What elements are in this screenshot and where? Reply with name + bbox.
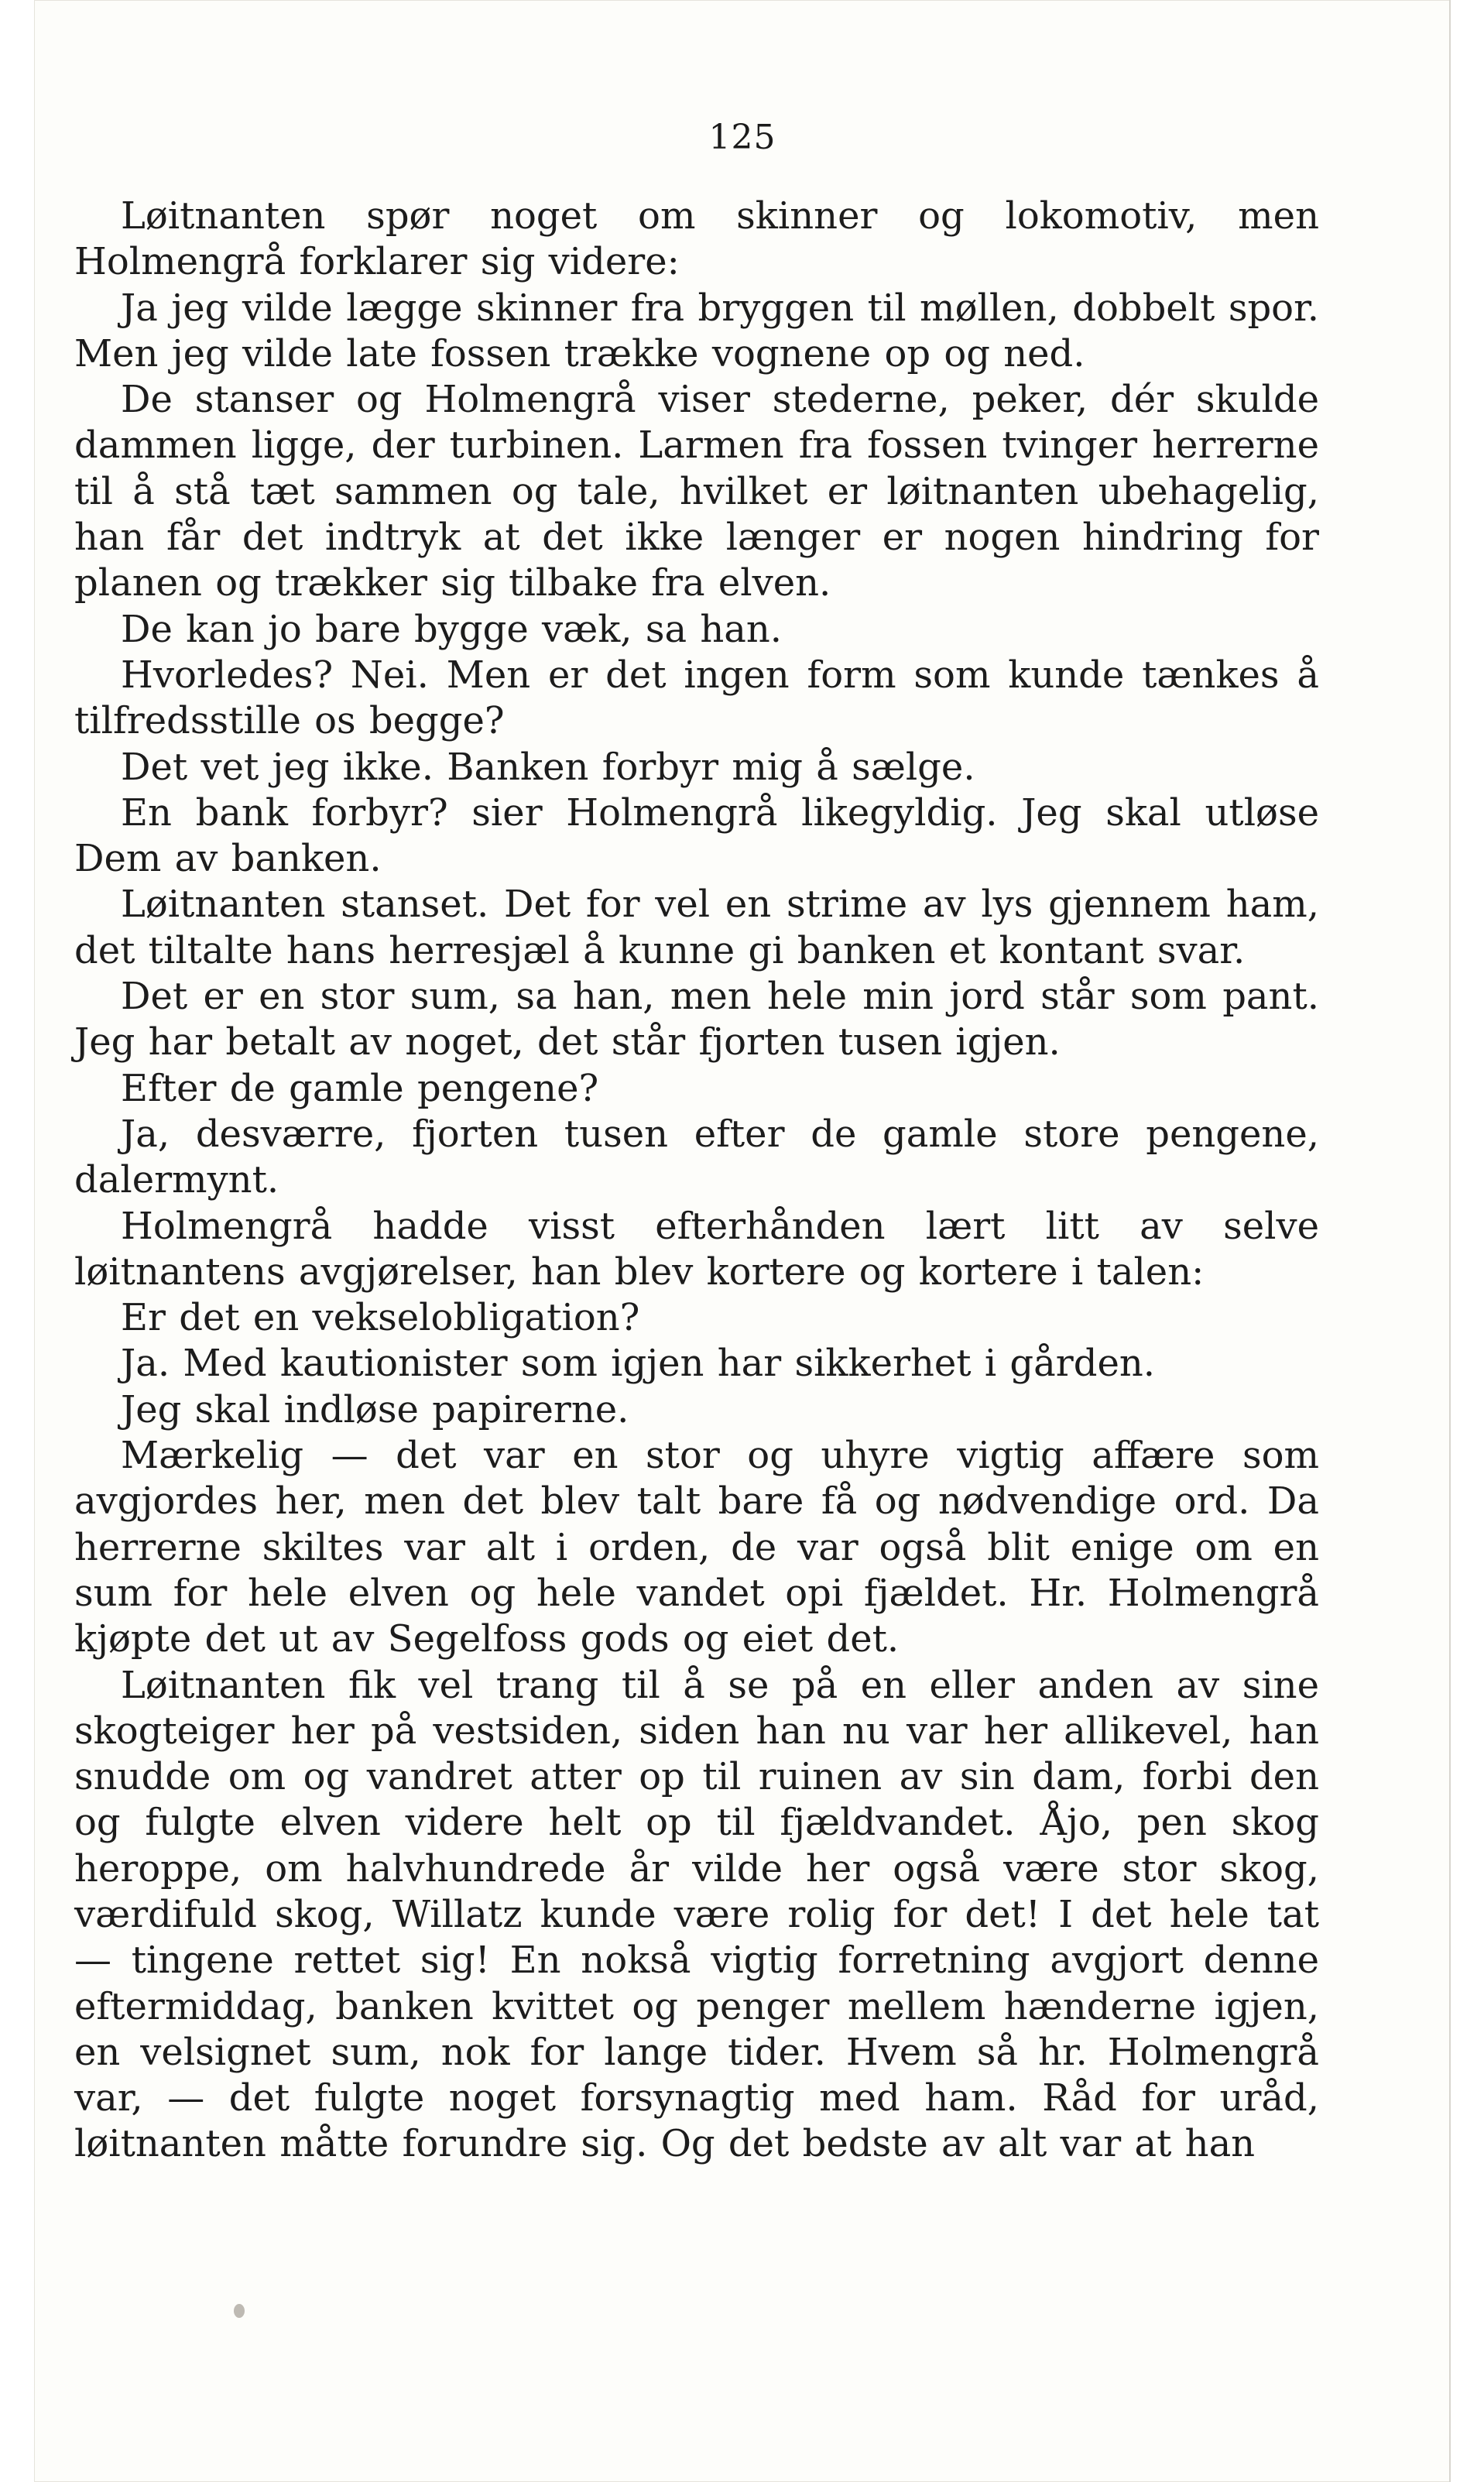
paragraph: Ja. Med kautionister som igjen har sikkerhet i gården. [121,1342,1156,1386]
scan-margin-right [1449,0,1484,2482]
paragraph: En bank forbyr? sier Holmengrå likegyldig. Jeg skal utløse Dem av banken. [74,790,1319,881]
scan-margin-left [0,0,36,2482]
paragraph: Hvorledes? Nei. Men er det ingen form som kunde tænkes å tilfredsstille os begge? [74,653,1319,743]
paragraph: Løitnanten spør noget om skinner og lokomotiv, men Holmengrå forklarer sig videre: [74,194,1319,284]
page-number: 125 [708,118,776,157]
paragraph: Holmengrå hadde visst efterhånden lært litt av selve løitnantens avgjørelser, han blev kortere og kortere i talen: [74,1204,1319,1294]
ink-speck [234,2304,245,2318]
paragraph: De stanser og Holmengrå viser stederne, peker, dér skulde dammen ligge, der turbinen. Larmen fra fossen tvinger herrerne til å stå tæt sammen og tale, hvilket er løitnanten ubehagelig, han får det indtryk at det ikke længer er nogen hindring for planen og trækker sig tilbake fra elven. [74,378,1319,605]
paragraph: Det vet jeg ikke. Banken forbyr mig å sælge. [121,745,975,789]
paragraph: Mærkelig — det var en stor og uhyre vigtig affære som avgjordes her, men det blev talt bare få og nødvendige ord. Da herrerne skiltes var alt i orden, de var også blit enige om en sum for hele elven og hele vandet opi fjældet. Hr. Holmengrå kjøpte det ut av Segelfoss gods og eiet det. [74,1434,1319,1661]
paragraph: Løitnanten stanset. Det for vel en strime av lys gjennem ham, det tiltalte hans herresjæl å kunne gi banken et kontant svar. [74,883,1319,972]
paragraph: Ja, desværre, fjorten tusen efter de gamle store pengene, dalermynt. [74,1112,1319,1202]
paragraph: Er det en vekselobligation? [121,1296,640,1340]
book-page [34,0,1451,2482]
body-text [74,194,1319,2168]
paragraph: De kan jo bare bygge væk, sa han. [121,607,783,651]
paragraph: Det er en stor sum, sa han, men hele min jord står som pant. Jeg har betalt av noget, det står fjorten tusen igjen. [74,975,1319,1064]
paragraph: Jeg skal indløse papirerne. [121,1387,629,1431]
paragraph: Løitnanten fik vel trang til å se på en eller anden av sine skogteiger her på vestsiden, siden han nu var her allikevel, han snudde om og vandret atter op til ruinen av sin dam, forbi den og fulgte elven videre helt op til fjældvandet. Åjo, pen skog heroppe, om halvhundrede år vilde her også være stor skog, værdifuld skog, Willatz kunde være rolig for det! I det hele tat — tingene rettet sig! En nokså vigtig forretning avgjort denne eftermiddag, banken kvittet og penger mellem hænderne igjen, en velsignet sum, nok for lange tider. Hvem så hr. Holmengrå var, — det fulgte noget forsynagtig med ham. Råd for uråd, løitnanten måtte forundre sig. Og det bedste av alt var at han [74,1663,1319,2166]
paragraph: Efter de gamle pengene? [121,1066,599,1110]
paragraph: Ja jeg vilde lægge skinner fra bryggen til møllen, dobbelt spor. Men jeg vilde late fossen trække vognene op og ned. [74,286,1319,375]
